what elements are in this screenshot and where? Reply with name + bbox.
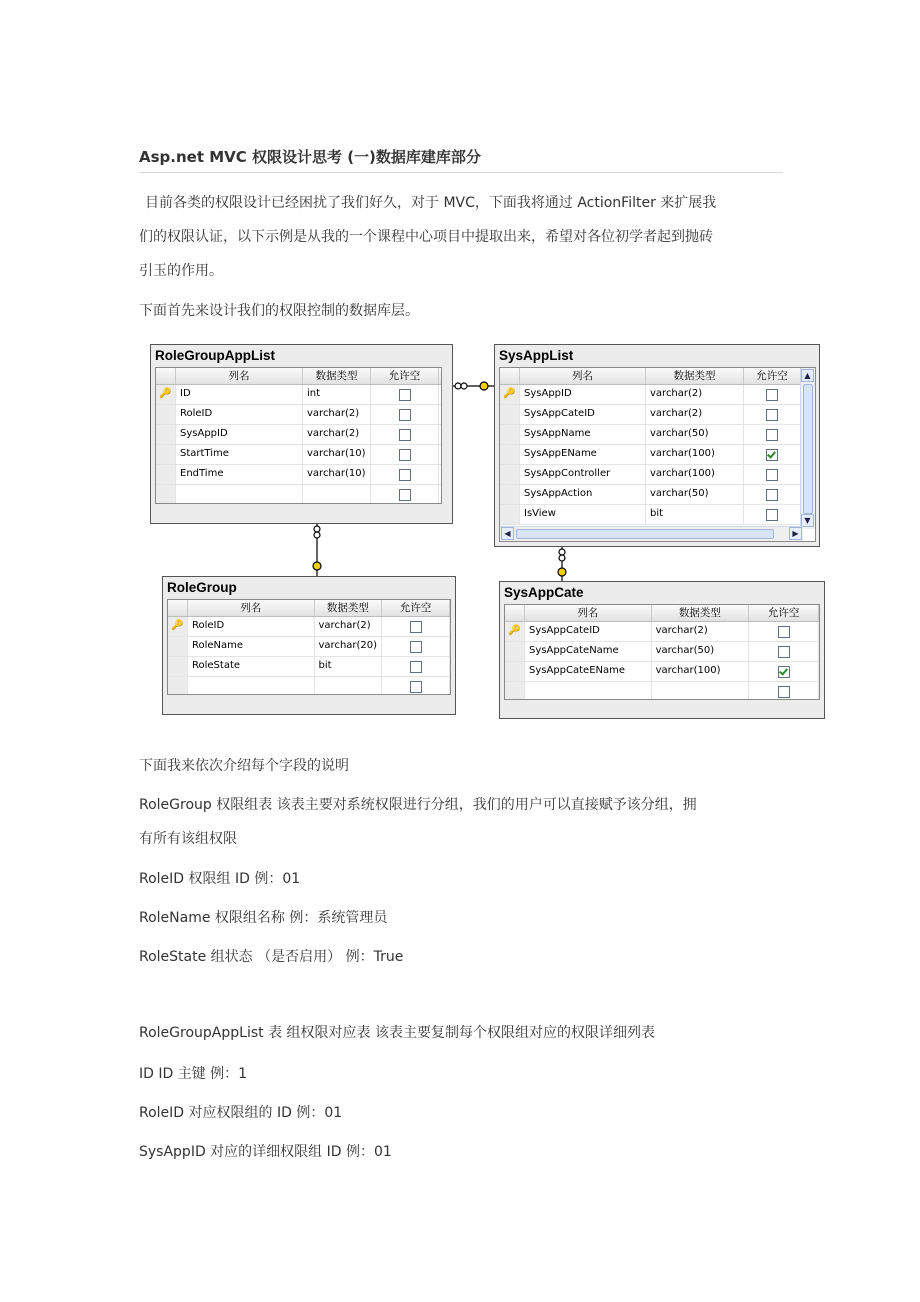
table-row[interactable]	[505, 622, 819, 642]
allow-null-cell	[749, 622, 819, 641]
header-data-type: 数据类型	[315, 600, 383, 616]
table-name: RoleGroupAppList	[155, 348, 275, 363]
row-selector	[505, 662, 525, 681]
header-allow-null: 允许空	[744, 368, 801, 384]
data-type-cell[interactable]: varchar(2)	[652, 622, 750, 641]
fields-intro: 下面我来依次介绍每个字段的说明	[139, 758, 349, 774]
column-name-cell[interactable]: StartTime	[176, 445, 303, 464]
infinity-end-icon	[559, 549, 565, 555]
table-row[interactable]	[500, 445, 815, 465]
data-type-cell[interactable]: varchar(2)	[303, 405, 371, 424]
row-selector	[500, 465, 520, 484]
row-selector	[168, 637, 188, 656]
rolegroup-desc-line-1: RoleGroup 权限组表 该表主要对系统权限进行分组，我们的用户可以直接赋予该分组，拥	[139, 797, 697, 813]
primary-key-icon	[168, 617, 188, 636]
row-selector	[500, 405, 520, 424]
scroll-down-icon[interactable]: ▼	[801, 514, 814, 527]
allow-null-checkbox[interactable]	[766, 449, 778, 461]
column-grid	[499, 367, 816, 542]
article-title: Asp.net MVC 权限设计思考 (一)数据库建库部分	[139, 146, 783, 173]
data-type-cell[interactable]: varchar(50)	[646, 485, 744, 504]
allow-null-cell	[382, 617, 450, 636]
data-type-cell[interactable]	[315, 677, 383, 695]
allow-null-checkbox[interactable]	[410, 661, 422, 673]
allow-null-checkbox[interactable]	[399, 449, 411, 461]
table-sysappcate[interactable]	[499, 581, 825, 719]
key-end-icon	[480, 382, 488, 390]
row-selector	[500, 425, 520, 444]
row-selector	[156, 485, 176, 504]
table-row[interactable]	[156, 405, 441, 425]
allow-null-cell	[744, 485, 801, 504]
row-selector	[168, 657, 188, 676]
allow-null-checkbox[interactable]	[778, 646, 790, 658]
field-roleid: RoleID 权限组 ID 例：01	[139, 871, 301, 887]
field-rolename: RoleName 权限组名称 例：系统管理员	[139, 910, 388, 926]
data-type-cell[interactable]: varchar(20)	[315, 637, 383, 656]
primary-key-icon	[500, 385, 520, 404]
infinity-end-icon	[314, 532, 320, 538]
data-type-cell[interactable]: varchar(2)	[646, 385, 744, 404]
column-name-cell[interactable]: SysAppID	[520, 385, 646, 404]
row-selector	[500, 485, 520, 504]
rgal-description: RoleGroupAppList 表 组权限对应表 该表主要复制每个权限组对应的权限详细列表	[139, 1025, 655, 1041]
header-column-name: 列名	[520, 368, 646, 384]
table-row[interactable]	[500, 405, 815, 425]
data-type-cell[interactable]: int	[303, 385, 371, 404]
table-row[interactable]	[168, 657, 450, 677]
column-name-cell[interactable]	[525, 682, 652, 700]
allow-null-cell	[382, 637, 450, 656]
intro-line-3: 引玉的作用。	[139, 263, 223, 279]
data-type-cell[interactable]: varchar(2)	[303, 425, 371, 444]
column-name-cell[interactable]: SysAppEName	[520, 445, 646, 464]
allow-null-checkbox[interactable]	[766, 469, 778, 481]
data-type-cell[interactable]	[652, 682, 750, 700]
row-selector	[505, 642, 525, 661]
data-type-cell[interactable]: varchar(2)	[315, 617, 383, 636]
allow-null-checkbox[interactable]	[778, 626, 790, 638]
key-icon: 🔑	[503, 388, 516, 399]
scroll-thumb[interactable]	[516, 529, 774, 539]
table-row[interactable]	[500, 425, 815, 445]
row-selector	[505, 682, 525, 700]
table-row[interactable]	[500, 505, 815, 525]
rows	[168, 617, 450, 695]
vertical-scrollbar[interactable]	[800, 368, 815, 529]
allow-null-checkbox[interactable]	[766, 389, 778, 401]
db-design-line: 下面首先来设计我们的权限控制的数据库层。	[139, 303, 419, 319]
table-row[interactable]	[505, 682, 819, 700]
infinity-end-icon	[314, 526, 320, 532]
allow-null-cell	[744, 385, 801, 404]
key-end-icon	[313, 562, 321, 570]
data-type-cell[interactable]: varchar(10)	[303, 465, 371, 484]
header-data-type: 数据类型	[303, 368, 371, 384]
rolegroup-fields	[139, 860, 789, 977]
table-row[interactable]	[168, 637, 450, 657]
data-type-cell[interactable]: varchar(50)	[652, 642, 750, 661]
allow-null-cell	[371, 385, 439, 404]
allow-null-cell	[749, 642, 819, 661]
field-rgal-roleid: RoleID 对应权限组的 ID 例：01	[139, 1105, 343, 1121]
allow-null-checkbox[interactable]	[778, 686, 790, 698]
row-selector	[156, 445, 176, 464]
row-selector	[500, 445, 520, 464]
grid-header	[168, 600, 450, 617]
key-icon: 🔑	[159, 388, 172, 399]
header-column-name: 列名	[525, 605, 652, 621]
allow-null-cell	[371, 485, 439, 504]
key-icon: 🔑	[171, 620, 184, 631]
allow-null-checkbox[interactable]	[766, 429, 778, 441]
data-type-cell[interactable]	[303, 485, 371, 504]
scroll-right-icon[interactable]: ▶	[789, 527, 802, 540]
column-name-cell[interactable]: SysAppController	[520, 465, 646, 484]
key-icon: 🔑	[508, 625, 521, 636]
data-type-cell[interactable]: varchar(100)	[652, 662, 750, 681]
data-type-cell[interactable]: varchar(10)	[303, 445, 371, 464]
allow-null-cell	[371, 405, 439, 424]
allow-null-checkbox[interactable]	[766, 509, 778, 521]
column-name-cell[interactable]	[188, 677, 315, 695]
allow-null-checkbox[interactable]	[399, 429, 411, 441]
data-type-cell[interactable]: varchar(50)	[646, 425, 744, 444]
column-name-cell[interactable]: ID	[176, 385, 303, 404]
infinity-end-icon	[461, 383, 467, 389]
primary-key-icon	[156, 385, 176, 404]
infinity-end-icon	[455, 383, 461, 389]
table-row[interactable]	[505, 642, 819, 662]
table-name: RoleGroup	[167, 580, 237, 595]
column-name-cell[interactable]: RoleState	[188, 657, 315, 676]
header-allow-null: 允许空	[749, 605, 819, 621]
allow-null-cell	[382, 657, 450, 676]
column-name-cell[interactable]: SysAppAction	[520, 485, 646, 504]
column-grid	[167, 599, 451, 695]
column-name-cell[interactable]: RoleName	[188, 637, 315, 656]
data-type-cell[interactable]: varchar(2)	[646, 405, 744, 424]
field-id: ID ID 主键 例：1	[139, 1066, 248, 1082]
column-grid	[155, 367, 442, 504]
rolegroup-desc-line-2: 有所有该组权限	[139, 831, 237, 847]
column-name-cell[interactable]: EndTime	[176, 465, 303, 484]
header-column-name: 列名	[176, 368, 303, 384]
header-data-type: 数据类型	[646, 368, 744, 384]
allow-null-cell	[371, 425, 439, 444]
table-row[interactable]	[500, 465, 815, 485]
allow-null-checkbox[interactable]	[410, 641, 422, 653]
allow-null-cell	[744, 425, 801, 444]
table-row[interactable]	[156, 385, 441, 405]
intro-line-1: 目前各类的权限设计已经困扰了我们好久，对于 MVC，下面我将通过 ActionFilter 来扩展我	[145, 195, 717, 211]
column-name-cell[interactable]: RoleID	[188, 617, 315, 636]
header-column-name: 列名	[188, 600, 315, 616]
field-rolestate: RoleState 组状态 （是否启用） 例：True	[139, 949, 404, 965]
grid-header	[500, 368, 815, 385]
rows	[156, 385, 441, 504]
table-rolegroup[interactable]	[162, 576, 456, 715]
row-selector	[168, 677, 188, 695]
rgal-fields	[139, 1055, 789, 1172]
column-name-cell[interactable]: SysAppCateID	[525, 622, 652, 641]
allow-null-checkbox[interactable]	[410, 621, 422, 633]
allow-null-cell	[744, 405, 801, 424]
scroll-left-icon[interactable]: ◀	[501, 527, 514, 540]
table-row[interactable]	[505, 662, 819, 682]
rows	[500, 385, 815, 525]
column-name-cell[interactable]: SysAppCateEName	[525, 662, 652, 681]
scroll-thumb[interactable]	[803, 384, 813, 514]
allow-null-cell	[382, 677, 450, 695]
grid-header	[156, 368, 441, 385]
column-name-cell[interactable]	[176, 485, 303, 504]
table-row[interactable]	[168, 617, 450, 637]
allow-null-checkbox[interactable]	[410, 681, 422, 693]
table-row[interactable]	[156, 465, 441, 485]
table-name: SysAppList	[499, 348, 574, 363]
primary-key-icon	[505, 622, 525, 641]
table-row[interactable]	[168, 677, 450, 695]
grid-header	[505, 605, 819, 622]
allow-null-checkbox[interactable]	[766, 409, 778, 421]
table-row[interactable]	[156, 485, 441, 504]
allow-null-checkbox[interactable]	[766, 489, 778, 501]
allow-null-checkbox[interactable]	[399, 389, 411, 401]
header-allow-null: 允许空	[371, 368, 439, 384]
table-row[interactable]	[500, 485, 815, 505]
allow-null-checkbox[interactable]	[399, 489, 411, 501]
allow-null-checkbox[interactable]	[399, 469, 411, 481]
allow-null-cell	[744, 445, 801, 464]
data-type-cell[interactable]: bit	[646, 505, 744, 524]
column-name-cell[interactable]: SysAppCateName	[525, 642, 652, 661]
rolegroup-description	[139, 788, 789, 856]
allow-null-cell	[371, 465, 439, 484]
table-sysapplist[interactable]	[494, 344, 820, 547]
column-name-cell[interactable]: RoleID	[176, 405, 303, 424]
table-row[interactable]	[156, 445, 441, 465]
table-name: SysAppCate	[504, 585, 584, 600]
data-type-cell[interactable]: varchar(100)	[646, 465, 744, 484]
header-data-type: 数据类型	[652, 605, 750, 621]
table-row[interactable]	[156, 425, 441, 445]
scroll-up-icon[interactable]: ▲	[801, 369, 814, 382]
row-selector	[500, 505, 520, 524]
allow-null-checkbox[interactable]	[778, 666, 790, 678]
allow-null-cell	[749, 682, 819, 700]
field-rgal-sysappid: SysAppID 对应的详细权限组 ID 例：01	[139, 1144, 392, 1160]
allow-null-cell	[744, 505, 801, 524]
data-type-cell[interactable]: bit	[315, 657, 383, 676]
table-row[interactable]	[500, 385, 815, 405]
intro-line-2: 们的权限认证，以下示例是从我的一个课程中心项目中提取出来，希望对各位初学者起到抛砖	[139, 229, 713, 245]
allow-null-checkbox[interactable]	[399, 409, 411, 421]
table-rolegroupapplist[interactable]	[150, 344, 453, 524]
column-grid	[504, 604, 820, 700]
column-name-cell[interactable]: SysAppCateID	[520, 405, 646, 424]
row-selector	[156, 425, 176, 444]
key-end-icon	[558, 568, 566, 576]
infinity-end-icon	[559, 555, 565, 561]
horizontal-scrollbar[interactable]	[500, 526, 803, 541]
allow-null-cell	[744, 465, 801, 484]
rows	[505, 622, 819, 700]
data-type-cell[interactable]: varchar(100)	[646, 445, 744, 464]
row-selector	[156, 465, 176, 484]
header-allow-null: 允许空	[382, 600, 450, 616]
allow-null-cell	[749, 662, 819, 681]
row-selector	[156, 405, 176, 424]
column-name-cell[interactable]: SysAppID	[176, 425, 303, 444]
column-name-cell[interactable]: SysAppName	[520, 425, 646, 444]
column-name-cell[interactable]: IsView	[520, 505, 646, 524]
allow-null-cell	[371, 445, 439, 464]
